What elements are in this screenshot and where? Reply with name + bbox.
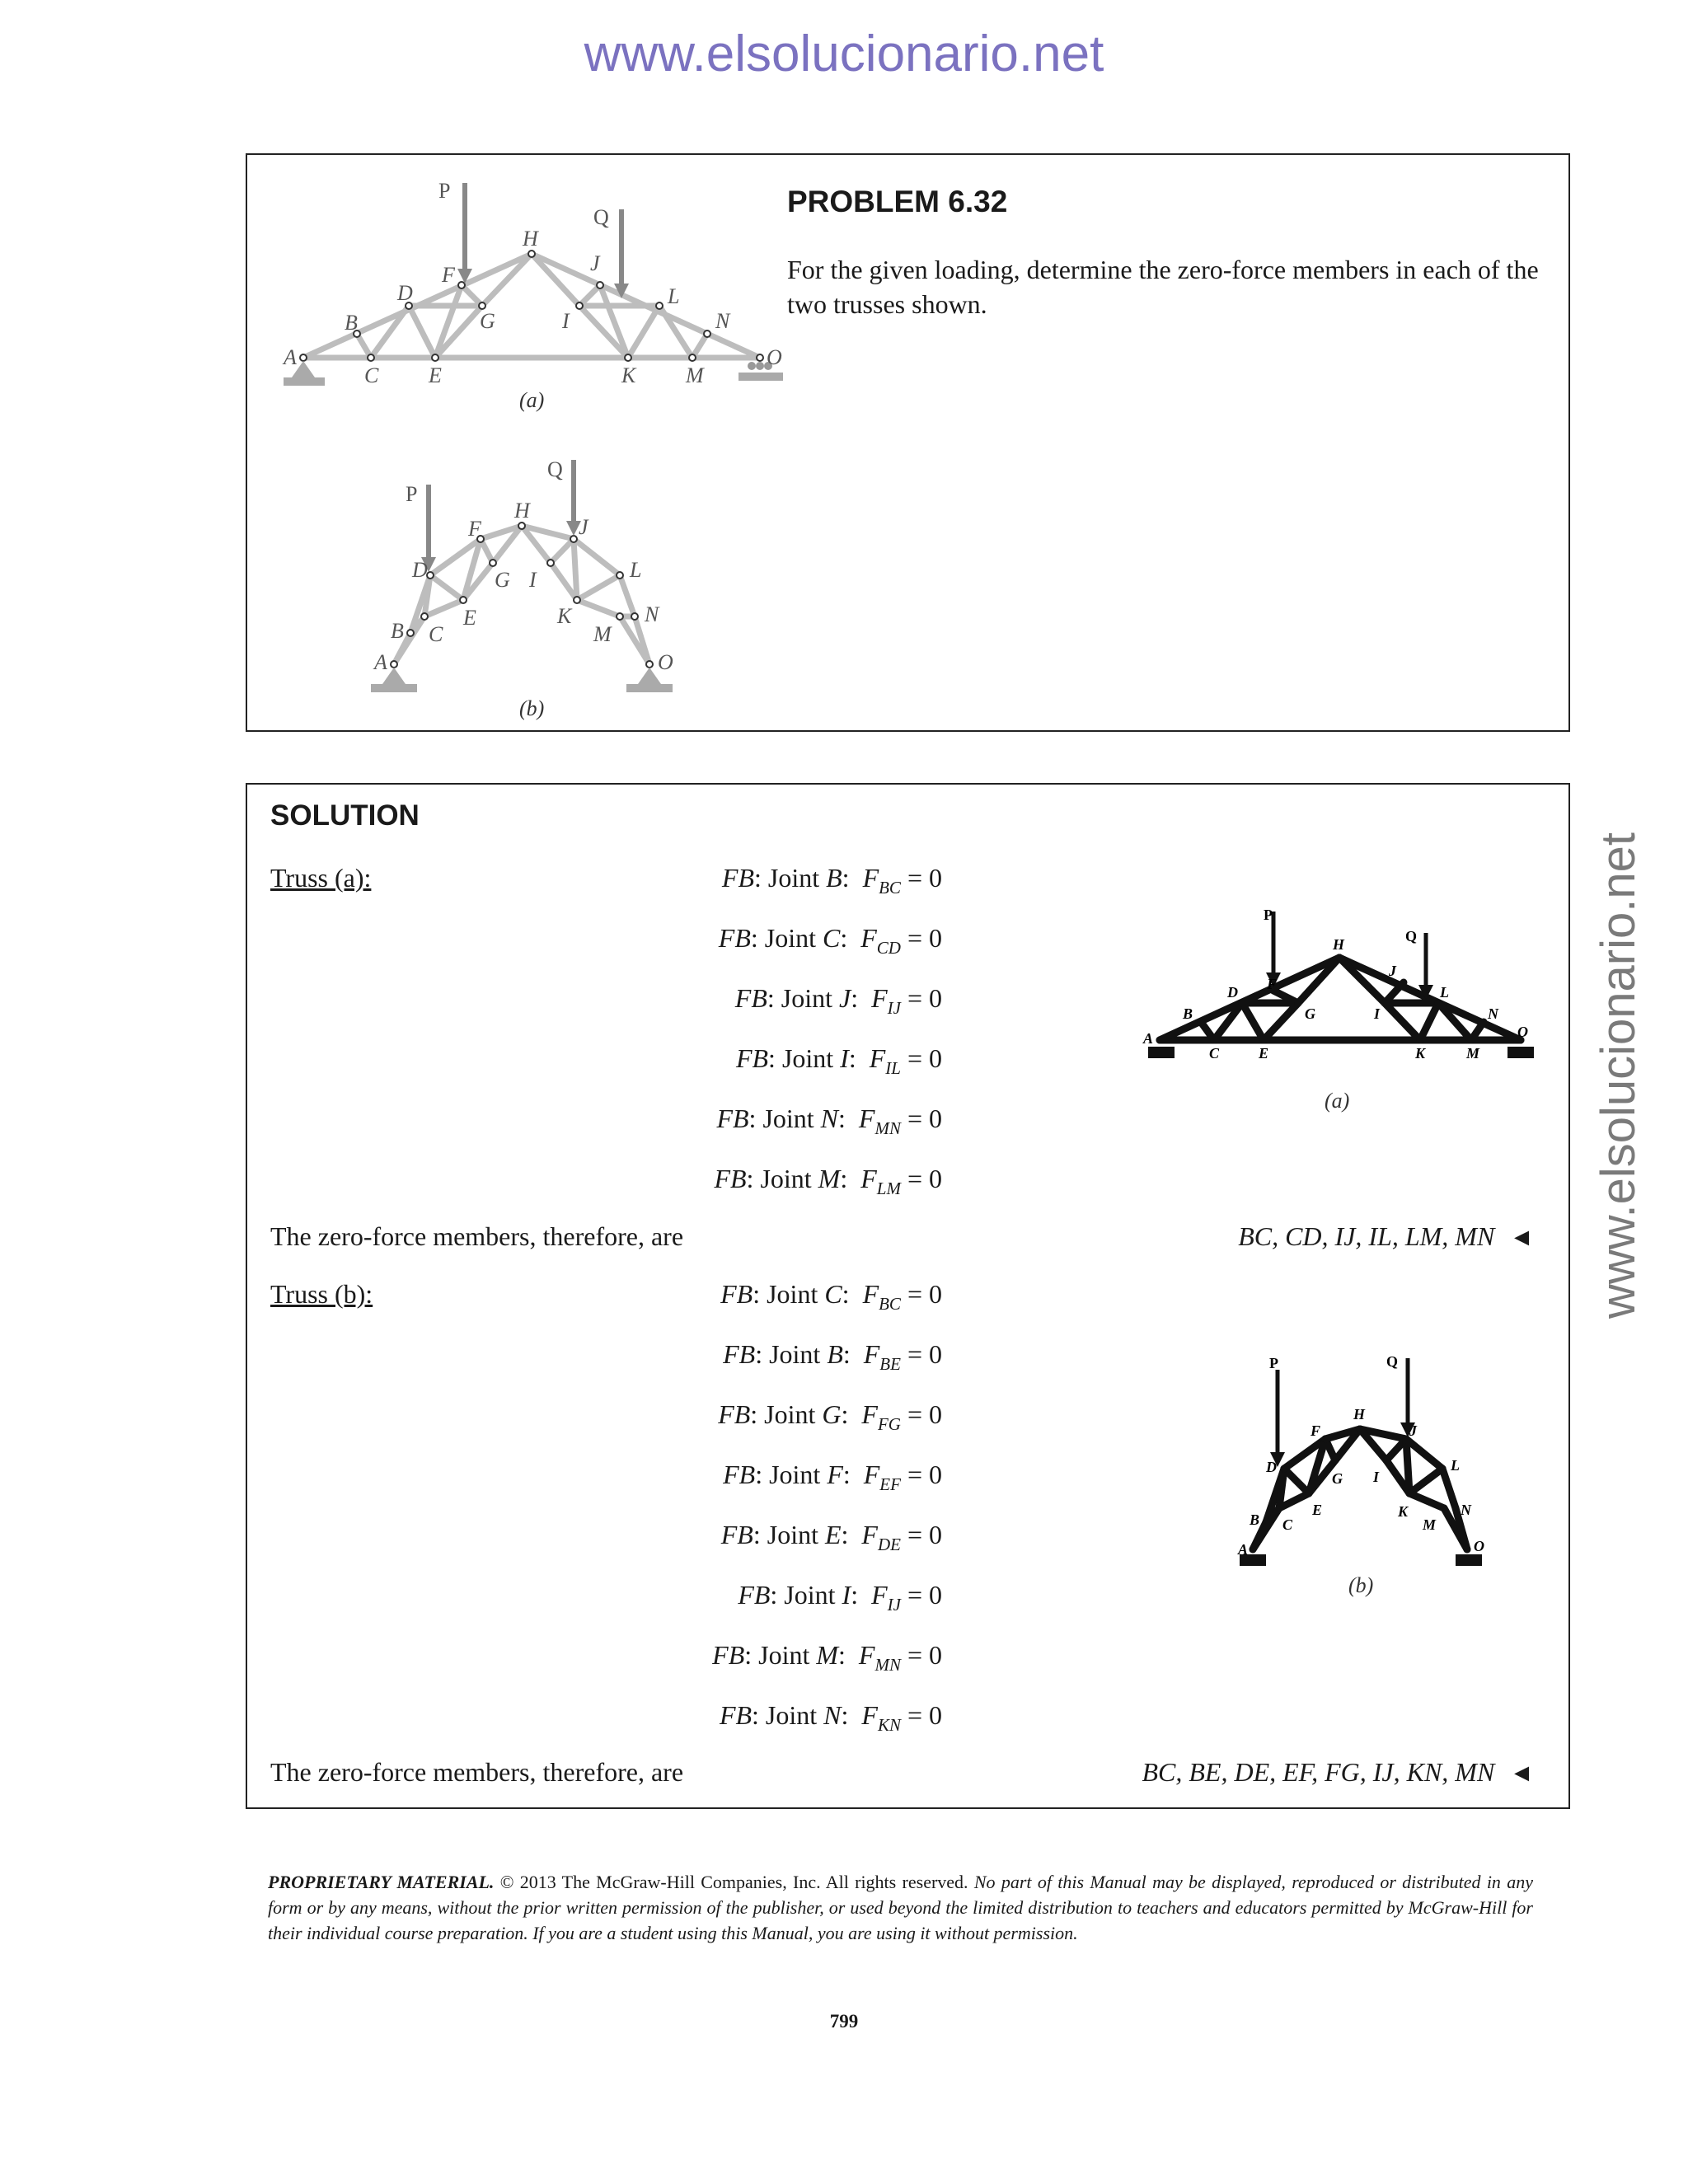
joint-label: P [1264,908,1273,923]
conclusion-b: The zero-force members, therefore, are [270,1757,684,1787]
joint-label: C [364,363,379,387]
joint-label: K [557,604,572,628]
joint-label: N [715,309,730,333]
joint-label: E [463,606,476,630]
joint-label: B [391,619,404,643]
load-q-label: Q [593,205,609,229]
joint-label: G [480,309,495,333]
joint-label: G [1332,1470,1343,1487]
joint-label: O [767,345,782,369]
joint-label: J [1389,963,1396,979]
joint-label: H [1333,936,1345,953]
joint-label: A [374,650,387,674]
equation: FB: Joint F: $F_{EF} = 0$ [723,1460,942,1494]
joint-label: O [1517,1024,1528,1040]
truss-b-figure [321,435,750,724]
joint-label: I [562,309,570,333]
fig-a-caption: (a) [519,388,545,412]
joint-label: Q [547,457,563,481]
joint-label: E [1259,1045,1269,1062]
joint-label: N [1488,1005,1498,1022]
joint-label: B [1183,1005,1193,1022]
joint-label: (b) [1348,1573,1374,1597]
load-p-label: P [438,180,451,203]
joint-label: I [1373,1469,1380,1485]
footer-notice-text: No part of this Manual may be displayed, reproduced or distributed in any form or by any means, without the prior written permission of the publisher, or used beyond the limited distribution to teachers and educators permitted by McGraw-Hill for their individual course preparation. If you are a student using this Manual, you are using it without permission. [268,1872,1534,1943]
fig-b-caption: (b) [519,696,545,720]
joint-label: D [1266,1459,1277,1475]
joint-label: H [1353,1406,1366,1422]
joint-label: I [1374,1005,1381,1022]
problem-title: PROBLEM 6.32 [787,185,1008,218]
joint-label: K [1398,1503,1409,1520]
joint-label: O [1474,1538,1484,1554]
joint-label: M [1423,1516,1437,1533]
joint-label: H [523,227,538,251]
joint-label: Q [1386,1353,1399,1370]
equation: FB: Joint N: $F_{MN} = 0$ [716,1104,942,1138]
equation: FB: Joint J: $F_{IJ} = 0$ [734,983,942,1018]
joint-label: B [345,311,358,335]
joint-label: B [1250,1511,1260,1528]
truss-a-figure [272,180,783,419]
joint-label: I [529,568,537,592]
joint-label: J [579,515,588,539]
joint-label: K [1415,1045,1426,1062]
solution-title: SOLUTION [270,799,420,832]
joint-label: A [1238,1541,1249,1558]
equation: FB: Joint M: $F_{LM} = 0$ [714,1164,942,1198]
joint-label: D [412,558,428,582]
answer-a: BC, CD, IJ, IL, LM, MN ◄ [1238,1221,1534,1251]
footer-copyright: © 2013 The McGraw-Hill Companies, Inc. All rights reserved. [499,1872,968,1892]
joint-label: J [590,251,600,275]
equation: FB: Joint I: $F_{IJ} = 0$ [738,1580,942,1615]
joint-label: F [1267,976,1278,992]
joint-label: F [468,517,481,541]
truss-b-label: Truss (b): [270,1279,373,1309]
joint-label: C [1282,1516,1293,1533]
footer-lead: PROPRIETARY MATERIAL. [268,1872,495,1892]
watermark-top: www.elsolucionario.net [584,26,1104,82]
equation: FB: Joint C: $F_{BC} = 0$ [720,1279,942,1314]
problem-box [246,153,1570,732]
joint-label: M [593,622,612,646]
equation: FB: Joint G: $F_{FG} = 0$ [718,1399,942,1434]
equation: FB: Joint B: $F_{BE} = 0$ [723,1339,942,1374]
joint-label: L [1440,984,1449,1001]
joint-label: A [284,345,297,369]
joint-label: G [1305,1005,1315,1022]
joint-label: M [686,363,704,387]
truss-a-label: Truss (a): [270,863,372,893]
joint-label: L [1451,1457,1460,1474]
joint-label: D [397,281,413,305]
joint-label: O [658,650,673,674]
joint-label: D [1227,984,1238,1001]
page-number: 799 [829,2011,859,2032]
joint-label: J [1409,1422,1417,1439]
watermark-side: www.elsolucionario.net [1592,832,1645,1319]
joint-label: F [442,263,455,287]
answer-b: BC, BE, DE, EF, FG, IJ, KN, MN ◄ [1142,1757,1534,1787]
joint-label: G [495,568,510,592]
joint-label: A [1143,1030,1154,1047]
joint-label: E [429,363,442,387]
equation: FB: Joint N: $F_{KN} = 0$ [719,1700,942,1735]
joint-label: N [1461,1502,1471,1518]
joint-label: L [668,284,680,308]
joint-label: C [429,622,443,646]
joint-label: Q [1405,928,1418,944]
solution-truss-b-figure [1212,1353,1558,1609]
conclusion-a: The zero-force members, therefore, are [270,1221,684,1251]
joint-label: E [1312,1502,1323,1518]
joint-label: P [406,482,418,506]
equation: FB: Joint B: $F_{BC} = 0$ [721,863,942,898]
joint-label: L [630,558,642,582]
joint-label: F [1311,1422,1321,1439]
joint-label: N [645,602,659,626]
footer-notice [268,1869,1533,1946]
equation: FB: Joint M: $F_{MN} = 0$ [712,1640,942,1675]
equation: FB: Joint E: $F_{DE} = 0$ [720,1520,942,1554]
solution-truss-a-figure [1142,908,1537,1122]
solution-box [246,783,1570,1809]
equation: FB: Joint C: $F_{CD} = 0$ [718,923,942,958]
joint-label: C [1209,1045,1220,1062]
problem-statement: For the given loading, determine the zero-force members in each of the two trusses shown. [787,255,1539,319]
equation: FB: Joint I: $F_{IL} = 0$ [735,1043,942,1078]
joint-label: K [621,363,636,387]
joint-label: M [1466,1045,1480,1062]
joint-label: (a) [1325,1089,1350,1113]
joint-label: H [514,499,530,523]
joint-label: P [1269,1355,1278,1371]
